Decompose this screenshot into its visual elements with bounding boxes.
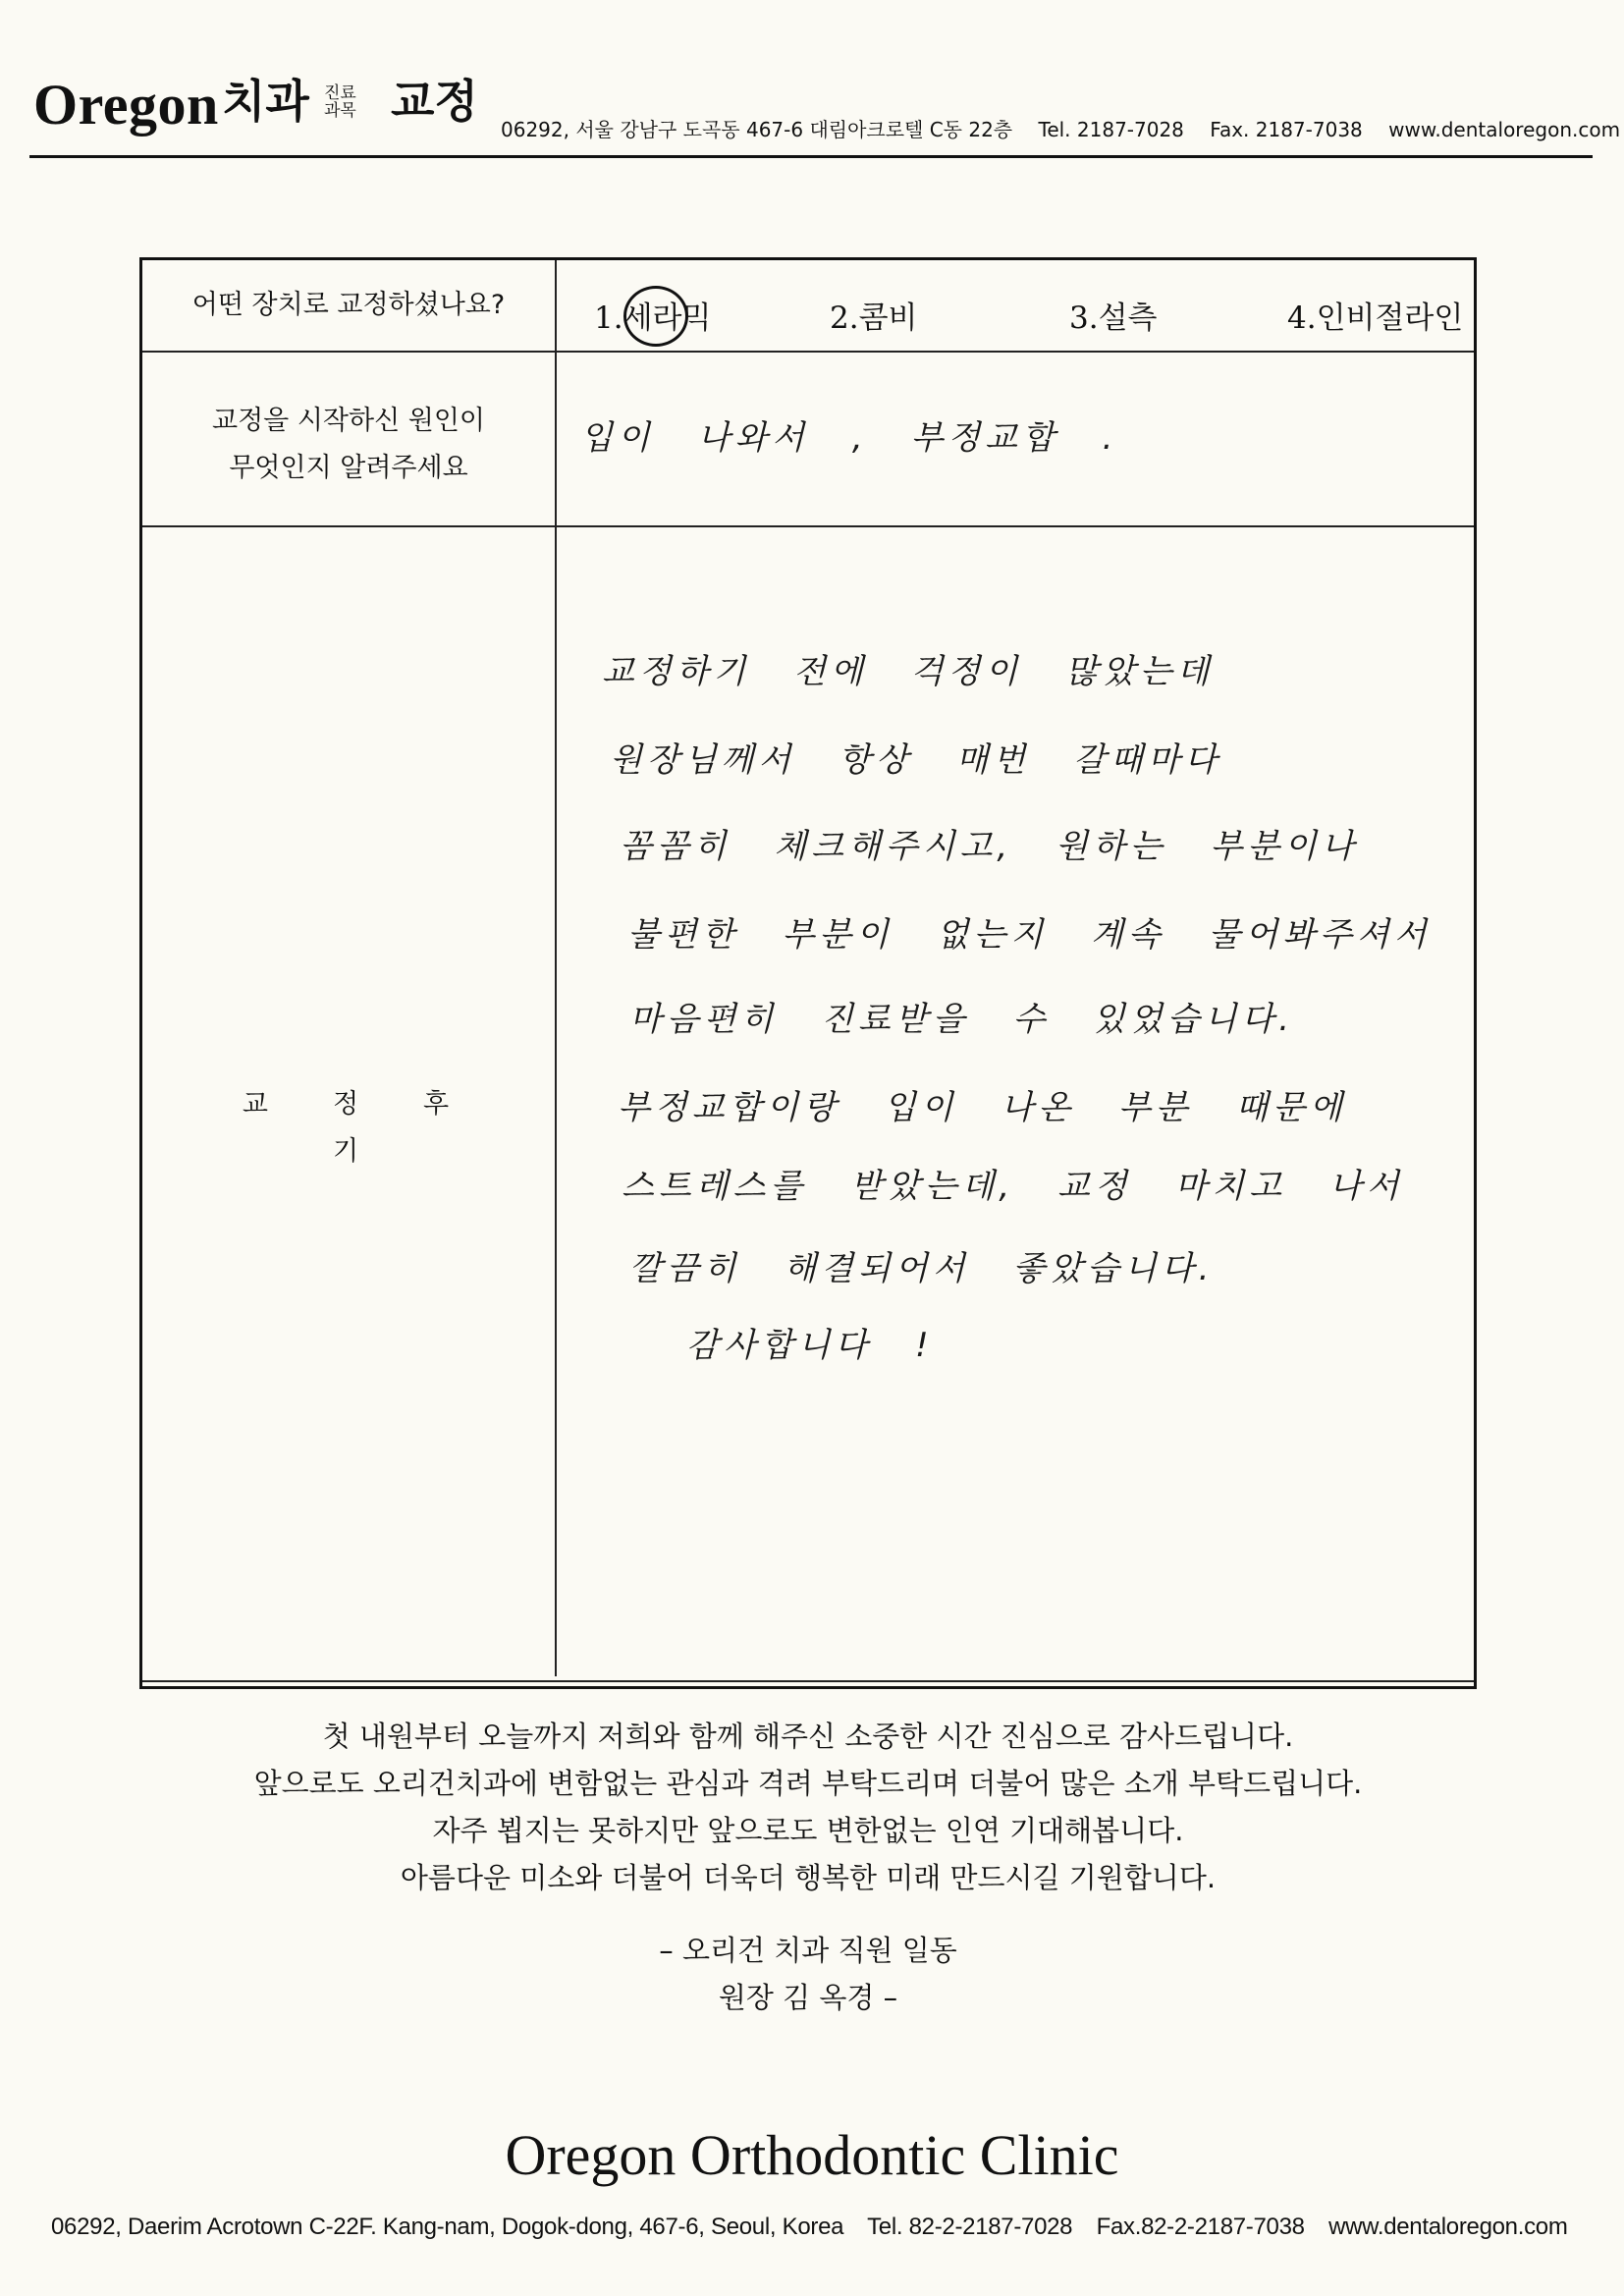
thanks-message (139, 1713, 1477, 1901)
clinic-brand-name: Oregon (33, 73, 219, 137)
q1-option-combi[interactable]: 2.콤비 (830, 301, 918, 336)
row-divider-2 (142, 525, 1474, 527)
q3-label: 교정후기 (242, 1089, 514, 1167)
footer-tel: Tel. 82-2-2187-7028 (867, 2214, 1073, 2240)
thanks-line-1: 첫 내원부터 오늘까지 저희와 함께 해주신 소중한 시간 진심으로 감사드립니다. (322, 1720, 1294, 1753)
q2-handwritten-answer: 입이 나와서 , 부정교합 . (580, 418, 1118, 458)
q1-label: 어떤 장치로 교정하셨나요? (191, 290, 506, 320)
review-line-4: 불편한 부분이 없는지 계속 물어봐주셔서 (627, 915, 1432, 955)
header-tel: Tel. 2187-7028 (1038, 118, 1184, 141)
selected-option-circle (623, 286, 688, 347)
review-line-7: 스트레스를 받았는데, 교정 마치고 나서 (622, 1167, 1404, 1206)
footer-clinic-title: Oregon Orthodontic Clinic (505, 2123, 1119, 2187)
signature-line-2: 원장 김 옥경 – (718, 1981, 898, 2014)
thanks-signature (139, 1927, 1477, 2021)
row-divider-1 (142, 351, 1474, 353)
specialty-small-line-2: 과목 (324, 101, 356, 121)
review-form-table (139, 257, 1477, 1689)
q2-label (142, 398, 555, 492)
specialty-small-label (324, 84, 356, 120)
q1-option-ceramic[interactable]: 1.세라믹 (594, 301, 712, 336)
q1-option-lingual[interactable]: 3.설측 (1069, 301, 1158, 336)
specialty-small-line-1: 진료 (324, 83, 356, 103)
review-line-8: 깔끔히 해결되어서 좋았습니다. (629, 1249, 1215, 1288)
q2-label-line-1: 교정을 시작하신 원인이 (212, 406, 485, 436)
thanks-line-3: 자주 뵙지는 못하지만 앞으로도 변한없는 인연 기대해봅니다. (432, 1814, 1184, 1847)
footer-fax: Fax.82-2-2187-7038 (1096, 2214, 1305, 2240)
row-divider-3 (142, 1680, 1474, 1682)
header-divider (29, 155, 1593, 158)
review-line-3: 꼼꼼히 체크해주시고, 원하는 부분이나 (620, 827, 1359, 866)
clinic-specialty: 교정 (391, 75, 478, 128)
header-fax: Fax. 2187-7038 (1210, 118, 1363, 141)
review-line-5: 마음편히 진료받을 수 있었습니다. (629, 1000, 1295, 1039)
q1-option-invisalign[interactable]: 4.인비절라인 (1287, 301, 1464, 336)
signature-line-1: – 오리건 치과 직원 일동 (659, 1934, 957, 1967)
q2-label-line-2: 무엇인지 알려주세요 (229, 453, 468, 483)
footer-address: 06292, Daerim Acrotown C-22F. Kang-nam, Dogok-dong, 467-6, Seoul, Korea (51, 2214, 844, 2240)
thanks-line-2: 앞으로도 오리건치과에 변함없는 관심과 격려 부탁드리며 더불어 많은 소개 부탁드립니다. (253, 1767, 1363, 1800)
header-contact-line (501, 120, 1624, 139)
footer-website: www.dentaloregon.com (1328, 2214, 1568, 2240)
header-website: www.dentaloregon.com (1388, 118, 1621, 141)
header-address: 06292, 서울 강남구 도곡동 467-6 대림아크로텔 C동 22층 (501, 118, 1013, 141)
footer-contact-line (51, 2215, 1586, 2239)
clinic-brand-korean: 치과 (222, 75, 309, 128)
column-divider (555, 260, 557, 1676)
thanks-line-4: 아름다운 미소와 더불어 더욱더 행복한 미래 만드시길 기원합니다. (400, 1861, 1217, 1894)
review-line-9: 감사합니다 ! (686, 1326, 934, 1365)
review-line-2: 원장님께서 항상 매번 갈때마다 (610, 740, 1222, 780)
review-line-6: 부정교합이랑 입이 나온 부분 때문에 (618, 1088, 1347, 1127)
review-line-1: 교정하기 전에 걱정이 많았는데 (602, 652, 1215, 691)
